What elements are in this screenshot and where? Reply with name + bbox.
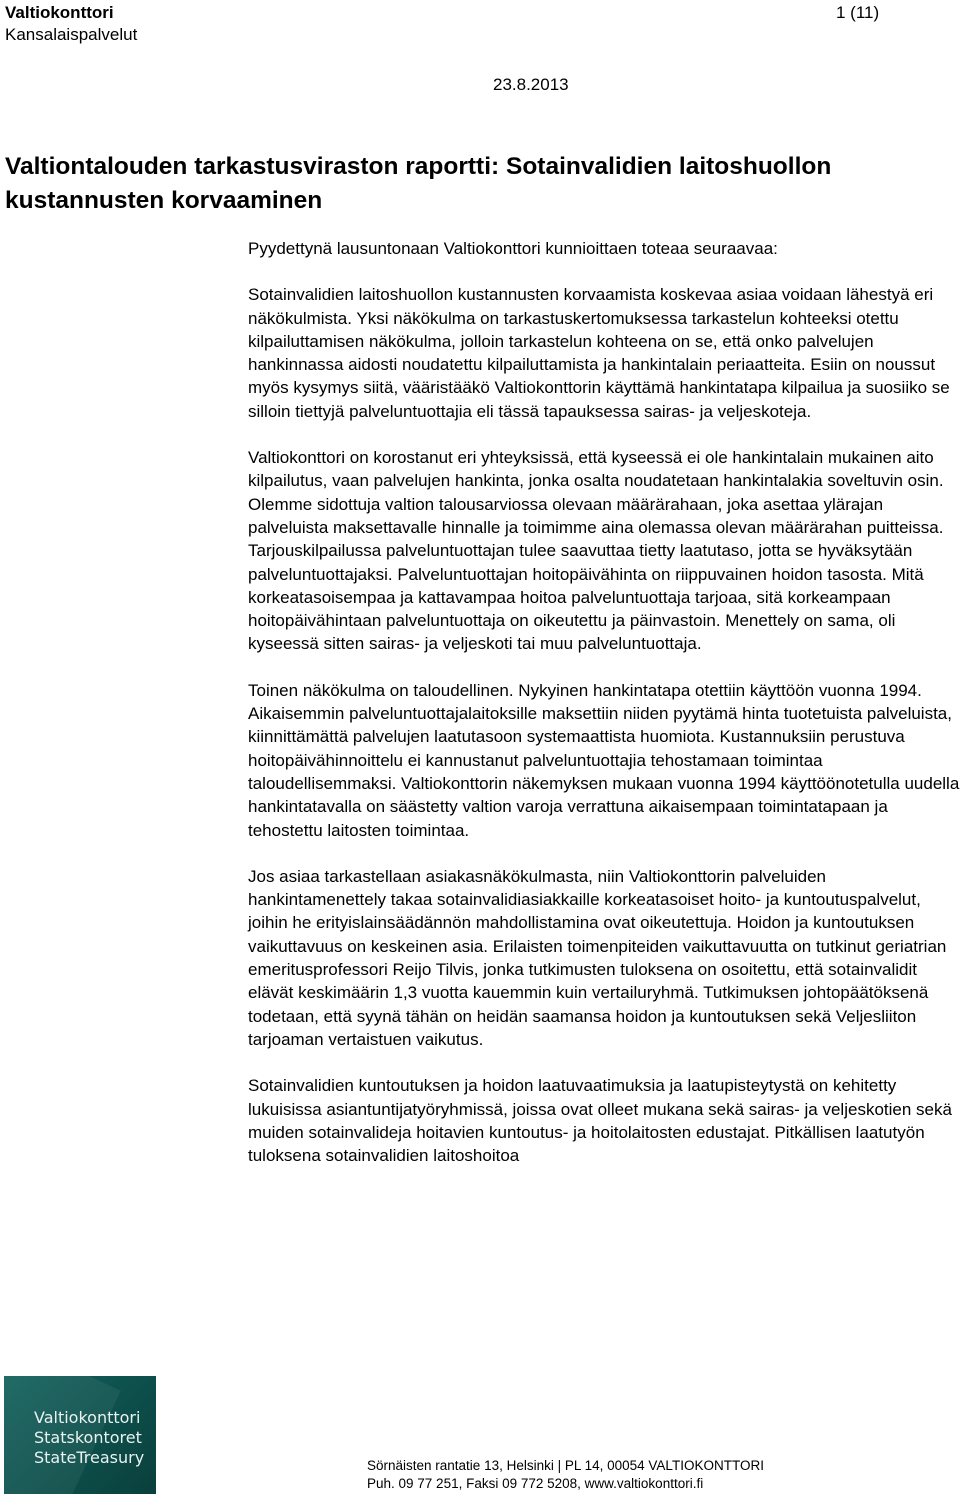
footer xyxy=(367,1457,764,1493)
logo-text xyxy=(34,1408,144,1468)
body-paragraph: Jos asiaa tarkastellaan asiakasnäkökulmasta, niin Valtiokonttorin palveluiden hankintamenettely takaa sotainvalidiasiakkaille korkeatasoiset hoito- ja kuntoutuspalvelut, joihin he erityislainsäädännön mahdollistamina ovat oikeutettuja. Hoidon ja kuntoutuksen vaikuttavuus on keskeinen asia. Erilaisten toimenpiteiden vaikuttavuutta on tutkinut geriatrian emeritusprofessori Reijo Tilvis, jonka tutkimusten tuloksena on osoitettu, että sotainvalidit elävät keskimäärin 1,3 vuotta kauemmin kuin vertailuryhmä. Tutkimuksen johtopäätöksenä todetaan, että syynä tähän on heidän saamansa hoidon ja kuntoutuksen sekä Veljesliiton tarjoaman vertaistuen vaikutus. xyxy=(248,866,947,1049)
body-paragraph: Sotainvalidien laitoshuollon kustannusten korvaamista koskevaa asiaa voidaan lähestyä eri näkökulmista. Yksi näkökulma on tarkastuskertomuksessa tarkastelun kohteeksi otettu kilpailuttamisen näkökulma, jolloin tarkastelun kohteena on se, että onko palvelujen hankinnassa aidosti noudatettu kilpailuttamista ja hankintalain periaatteita. Esiin on noussut myös kysymys siitä, vääristääkö Valtiokonttorin käyttämä hankintatapa kilpailua ja suosiiko se silloin tiettyjä palveluntuottajia eli tässä tapauksessa sairas- ja veljeskoteja. xyxy=(248,285,950,421)
page-number: 1 (11) xyxy=(836,3,880,22)
footer-contact: Puh. 09 77 251, Faksi 09 772 5208, www.valtiokonttori.fi xyxy=(367,1476,704,1491)
body-paragraph: Valtiokonttori on korostanut eri yhteyksissä, että kyseessä ei ole hankintalain mukainen aito kilpailutus, vaan palvelujen hankinta, jonka osalta noudatetaan hankintalakia soveltuvin osin. Olemme sidottuja valtion talousarviossa olevaan määrärahaan, joka asettaa ylärajan palveluista maksettavalle hinnalle ja toimimme aina olemassa olevan määrärahan puitteissa. Tarjouskilpailussa palveluntuottajan tulee saavuttaa tietty laatutaso, jotta se hyväksytään palveluntuottajaksi. Palveluntuottajan hoitopäivähinta on riippuvainen hoidon tasosta. Mitä korkeatasoisempaa ja kattavampaa hoitoa palveluntuottaja tarjoaa, sitä korkeampaan hoitopäivähintaan palveluntuottaja on oikeutettu ja päinvastoin. Menettely on sama, oli kyseessä sitten sairas- ja veljeskoti tai muu palveluntuottaja. xyxy=(248,448,944,654)
document-title: Valtiontalouden tarkastusviraston raportti: Sotainvalidien laitoshuollon kustannusten korvaaminen xyxy=(5,153,832,214)
logo-line-finnish: Valtiokonttori xyxy=(34,1408,141,1427)
body-paragraph: Toinen näkökulma on taloudellinen. Nykyinen hankintatapa otettiin käyttöön vuonna 1994. Aikaisemmin palveluntuottajalaitoksille maksettiin niiden pyytämä hinta tuotetuista palveluista, kiinnittämättä palvelujen laatutasoon systemaattista huomiota. Kustannuksiin perustuva hoitopäivähinnoittelu ei kannustanut palveluntuottajia tehostamaan toimintaa taloudellisemmaksi. Valtiokonttorin näkemyksen mukaan vuonna 1994 käyttöönotetulla uudella hankintatavalla on säästetty valtion varoja verrattuna aikaisempaan toimintatapaan ja tehostettu laitosten toimintaa. xyxy=(248,680,960,840)
footer-address: Sörnäisten rantatie 13, Helsinki | PL 14, 00054 VALTIOKONTTORI xyxy=(367,1458,764,1473)
body-paragraph: Sotainvalidien kuntoutuksen ja hoidon laatuvaatimuksia ja laatupisteytystä on kehitetty lukuisissa asiantuntijatyöryhmissä, joissa ovat olleet mukana sekä sairas- ja veljeskotien sekä muiden sotainvalideja hoitavien kuntoutus- ja hoitolaitosten edustajat. Pitkällisen laatutyön tuloksena sotainvalidien laitoshoitoa xyxy=(248,1076,952,1166)
document-date: 23.8.2013 xyxy=(493,75,569,94)
logo-line-swedish: Statskontoret xyxy=(34,1428,142,1447)
organization-name: Valtiokonttori xyxy=(5,3,114,22)
logo-line-english: StateTreasury xyxy=(34,1448,145,1467)
document-header xyxy=(5,2,137,46)
valtiokonttori-logo xyxy=(4,1376,156,1494)
intro-paragraph: Pyydettynä lausuntonaan Valtiokonttori kunnioittaen toteaa seuraavaa: xyxy=(248,239,778,258)
document-body xyxy=(248,237,960,1167)
unit-name: Kansalaispalvelut xyxy=(5,25,138,44)
